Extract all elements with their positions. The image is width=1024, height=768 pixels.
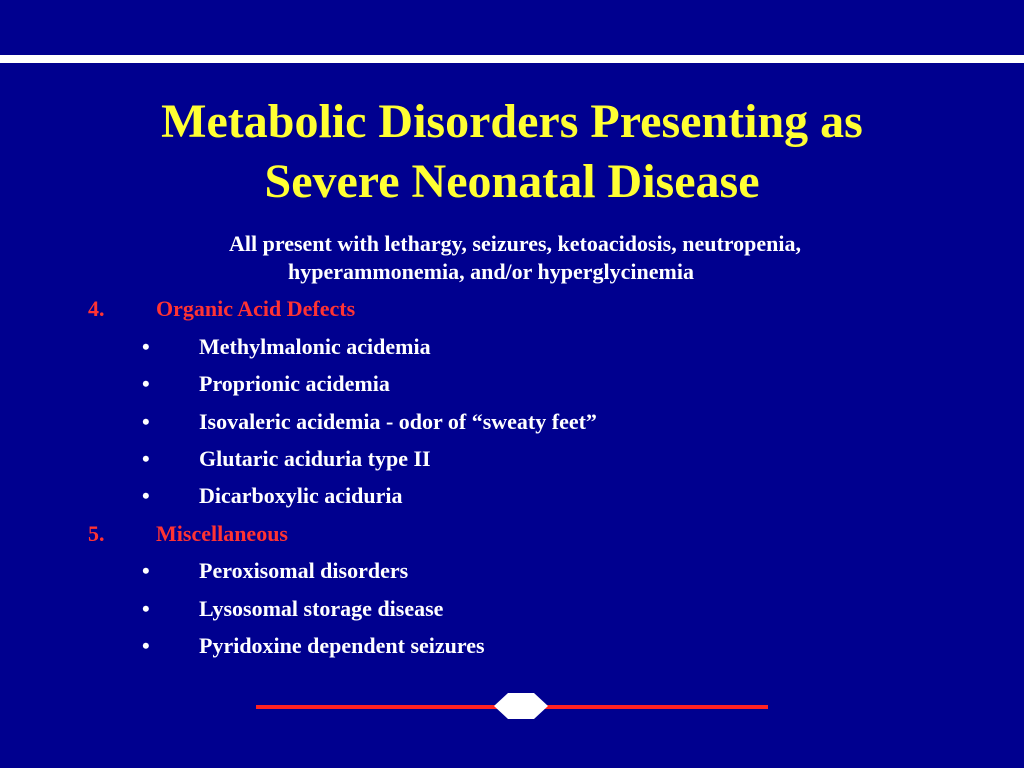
list-item-text: Proprionic acidemia	[199, 371, 390, 396]
section-number: 4.	[88, 296, 105, 321]
bullet-icon: •	[142, 446, 150, 471]
bullet-icon: •	[142, 483, 150, 508]
list-item-text: Glutaric aciduria type II	[199, 446, 431, 471]
bullet-icon: •	[142, 371, 150, 396]
subtitle-line-1: All present with lethargy, seizures, ketoacidosis, neutropenia,	[229, 231, 801, 256]
list-item-text: Lysosomal storage disease	[199, 596, 444, 621]
section-heading-text: Organic Acid Defects	[156, 296, 356, 321]
title-line-2: Severe Neonatal Disease	[264, 155, 760, 208]
section-heading-text: Miscellaneous	[156, 521, 288, 546]
bullet-icon: •	[142, 558, 150, 583]
top-rule	[0, 55, 1024, 63]
bullet-icon: •	[142, 409, 150, 434]
slide-title	[40, 92, 984, 212]
list-item-text: Methylmalonic acidemia	[199, 334, 431, 359]
bullet-icon: •	[142, 334, 150, 359]
list-item-text: Dicarboxylic aciduria	[199, 483, 403, 508]
slide-subtitle	[140, 230, 890, 286]
list-item-text: Isovaleric acidemia - odor of “sweaty feet”	[199, 409, 597, 434]
subtitle-line-2: hyperammonemia, and/or hyperglycinemia	[288, 259, 694, 284]
list-item-text: Pyridoxine dependent seizures	[199, 633, 485, 658]
bullet-icon: •	[142, 596, 150, 621]
bullet-icon: •	[142, 633, 150, 658]
list-item-text: Peroxisomal disorders	[199, 558, 409, 583]
section-number: 5.	[88, 521, 105, 546]
diamond-icon	[494, 691, 548, 721]
title-line-1: Metabolic Disorders Presenting as	[161, 95, 863, 148]
